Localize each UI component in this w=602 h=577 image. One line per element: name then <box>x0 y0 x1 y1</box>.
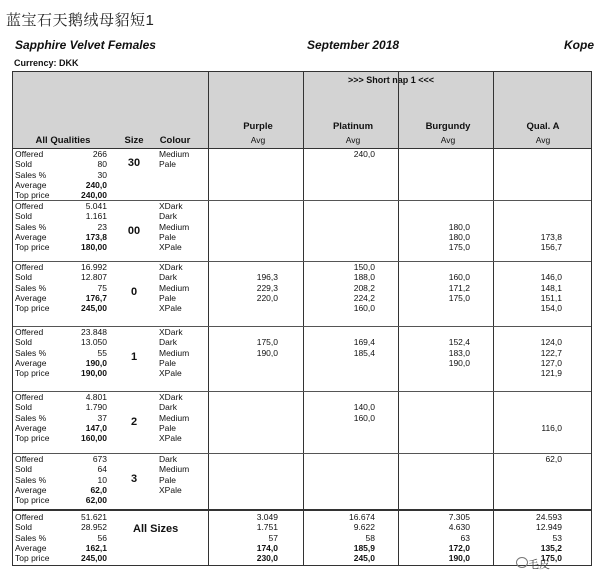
quala-avg-value: 53 <box>552 532 562 543</box>
colour-label: Medium <box>159 282 190 293</box>
stat-value: 266 <box>92 149 107 159</box>
stat-label: Average <box>15 357 47 368</box>
report-title: Sapphire Velvet Females <box>15 38 156 52</box>
stat-label: Top price <box>15 368 50 379</box>
stat-label: Top price <box>15 190 50 201</box>
burgundy-avg-value: 180,0 <box>448 221 470 232</box>
colour-label: XDark <box>159 201 183 211</box>
stat-value: 12.807 <box>81 272 107 283</box>
report-location: Kope <box>564 38 594 52</box>
stat-label: Sales % <box>15 474 47 485</box>
quala-avg-value: 24.593 <box>536 512 562 522</box>
row-divider <box>13 391 591 392</box>
stat-label: Sold <box>15 464 33 475</box>
stat-label: Sold <box>15 522 33 533</box>
colour-label: Pale <box>159 159 177 170</box>
watermark: 毛皮 <box>528 559 550 571</box>
quala-avg-value: 148,1 <box>540 282 562 293</box>
stat-value: 62,00 <box>85 495 107 506</box>
col-burgundy: Burgundy <box>425 121 471 132</box>
stat-label: Sold <box>15 402 33 413</box>
platinum-avg-value: 185,4 <box>353 347 375 358</box>
stat-label: Offered <box>15 262 44 272</box>
auction-results-table <box>12 71 592 566</box>
col-purple-avg: Avg <box>250 135 266 145</box>
burgundy-avg-value: 63 <box>460 532 470 543</box>
stat-label: Top price <box>15 495 50 506</box>
quala-avg-value: 135,2 <box>540 542 562 553</box>
colour-label: XPale <box>159 484 182 495</box>
burgundy-avg-value: 175,0 <box>448 292 470 303</box>
colour-label: Medium <box>159 412 190 423</box>
stat-value: 16.992 <box>81 262 107 272</box>
burgundy-avg-value: 190,0 <box>448 553 470 564</box>
platinum-avg-value: 240,0 <box>353 149 375 159</box>
platinum-avg-value: 16.674 <box>349 512 375 522</box>
colour-label: Medium <box>159 464 190 475</box>
colour-label: Dark <box>159 454 177 464</box>
section-title: >>> Short nap 1 <<< <box>348 75 435 85</box>
platinum-avg-value: 185,9 <box>353 542 375 553</box>
platinum-avg-value: 224,2 <box>353 292 375 303</box>
burgundy-avg-value: 7.305 <box>448 512 470 522</box>
platinum-avg-value: 169,4 <box>353 337 375 348</box>
colour-label: Medium <box>159 149 190 159</box>
colour-label: Pale <box>159 357 177 368</box>
col-burgundy-avg: Avg <box>440 135 456 145</box>
stat-label: Sold <box>15 272 33 283</box>
stat-value: 190,00 <box>81 368 107 379</box>
stat-value: 245,00 <box>81 303 107 314</box>
stat-label: Offered <box>15 149 44 159</box>
stat-value: 64 <box>97 464 107 475</box>
size-value: 1 <box>130 350 138 363</box>
stat-value: 62,0 <box>90 484 107 495</box>
stat-value: 13.050 <box>81 337 107 348</box>
col-colour: Colour <box>159 135 191 146</box>
burgundy-avg-value: 4.630 <box>448 522 470 533</box>
platinum-avg-value: 9.622 <box>353 522 375 533</box>
stat-label: Sold <box>15 159 33 170</box>
colour-label: XPale <box>159 368 182 379</box>
colour-label: XDark <box>159 327 183 337</box>
colour-label: Pale <box>159 231 177 242</box>
col-qual-a-avg: Avg <box>535 135 551 145</box>
colour-label: Dark <box>159 402 177 413</box>
stat-label: Average <box>15 422 47 433</box>
quala-avg-value: 175,0 <box>540 553 562 564</box>
platinum-avg-value: 245,0 <box>353 553 375 564</box>
stat-label: Offered <box>15 392 44 402</box>
stat-value: 10 <box>97 474 107 485</box>
platinum-avg-value: 140,0 <box>353 402 375 413</box>
platinum-avg-value: 160,0 <box>353 412 375 423</box>
stat-label: Average <box>15 484 47 495</box>
stat-value: 23.848 <box>81 327 107 337</box>
stat-value: 1.790 <box>85 402 107 413</box>
size-value: 3 <box>130 472 138 485</box>
size-value: 30 <box>127 157 141 170</box>
currency-label: Currency: DKK <box>14 58 79 68</box>
stat-value: 28.952 <box>81 522 107 533</box>
quala-avg-value: 154,0 <box>540 303 562 314</box>
quala-avg-value: 156,7 <box>540 242 562 253</box>
col-qual-a: Qual. A <box>526 121 560 132</box>
quala-avg-value: 146,0 <box>540 272 562 283</box>
platinum-avg-value: 150,0 <box>353 262 375 272</box>
stat-value: 30 <box>97 169 107 180</box>
stat-value: 75 <box>97 282 107 293</box>
stat-label: Offered <box>15 512 44 522</box>
size-value: 2 <box>130 415 138 428</box>
colour-label: Dark <box>159 272 177 283</box>
purple-avg-value: 190,0 <box>256 347 278 358</box>
purple-avg-value: 57 <box>268 532 278 543</box>
stat-label: Average <box>15 179 47 190</box>
colour-label: XDark <box>159 262 183 272</box>
stat-label: Top price <box>15 303 50 314</box>
quala-avg-value: 173,8 <box>540 231 562 242</box>
colour-label: Dark <box>159 337 177 348</box>
platinum-avg-value: 58 <box>365 532 375 543</box>
row-divider <box>13 261 591 262</box>
platinum-avg-value: 160,0 <box>353 303 375 314</box>
stat-value: 673 <box>92 454 107 464</box>
stat-value: 56 <box>97 532 107 543</box>
quala-avg-value: 122,7 <box>540 347 562 358</box>
platinum-avg-value: 188,0 <box>353 272 375 283</box>
stat-value: 55 <box>97 347 107 358</box>
quala-avg-value: 121,9 <box>540 368 562 379</box>
quala-avg-value: 127,0 <box>540 357 562 368</box>
platinum-avg-value: 208,2 <box>353 282 375 293</box>
col-platinum-avg: Avg <box>345 135 361 145</box>
stat-label: Sales % <box>15 347 47 358</box>
stat-value: 147,0 <box>85 422 107 433</box>
col-purple: Purple <box>243 121 273 132</box>
colour-label: Medium <box>159 347 190 358</box>
stat-label: Sales % <box>15 412 47 423</box>
col-size: Size <box>124 135 144 146</box>
colour-label: XPale <box>159 303 182 314</box>
colour-label: XPale <box>159 433 182 444</box>
stat-value: 37 <box>97 412 107 423</box>
stat-value: 245,00 <box>81 553 107 564</box>
stat-label: Offered <box>15 454 44 464</box>
stat-value: 190,0 <box>85 357 107 368</box>
stat-value: 173,8 <box>85 231 107 242</box>
report-date: September 2018 <box>307 38 400 52</box>
colour-label: Medium <box>159 221 190 232</box>
stat-label: Sales % <box>15 532 47 543</box>
purple-avg-value: 196,3 <box>256 272 278 283</box>
stat-value: 180,00 <box>81 242 107 253</box>
purple-avg-value: 1.751 <box>256 522 278 533</box>
colour-label: Dark <box>159 211 177 222</box>
stat-value: 51.621 <box>81 512 107 522</box>
row-divider <box>13 200 591 201</box>
colour-label: XDark <box>159 392 183 402</box>
colour-label: XPale <box>159 242 182 253</box>
stat-label: Sales % <box>15 282 47 293</box>
size-value: 00 <box>127 224 141 237</box>
stat-value: 176,7 <box>85 292 107 303</box>
stat-label: Sales % <box>15 221 47 232</box>
stat-value: 160,00 <box>81 433 107 444</box>
stat-label: Average <box>15 231 47 242</box>
image-caption: 蓝宝石天鹅绒母貂短1 <box>6 12 155 29</box>
stat-label: Average <box>15 542 47 553</box>
col-divider <box>303 72 304 565</box>
stat-label: Sold <box>15 211 33 222</box>
quala-avg-value: 151,1 <box>540 292 562 303</box>
colour-label: Pale <box>159 422 177 433</box>
quala-avg-value: 124,0 <box>540 337 562 348</box>
stat-label: Top price <box>15 433 50 444</box>
col-platinum: Platinum <box>332 121 374 132</box>
burgundy-avg-value: 172,0 <box>448 542 470 553</box>
stat-value: 240,00 <box>81 190 107 201</box>
purple-avg-value: 3.049 <box>256 512 278 522</box>
burgundy-avg-value: 180,0 <box>448 231 470 242</box>
burgundy-avg-value: 160,0 <box>448 272 470 283</box>
row-divider <box>13 453 591 454</box>
burgundy-avg-value: 190,0 <box>448 357 470 368</box>
col-divider <box>398 72 399 565</box>
stat-label: Top price <box>15 242 50 253</box>
col-all-qualities: All Qualities <box>35 135 91 146</box>
row-divider <box>13 326 591 327</box>
purple-avg-value: 175,0 <box>256 337 278 348</box>
chat-bubble-icon <box>516 557 528 568</box>
colour-label: Pale <box>159 474 177 485</box>
burgundy-avg-value: 171,2 <box>448 282 470 293</box>
all-sizes-label: All Sizes <box>133 523 179 535</box>
burgundy-avg-value: 183,0 <box>448 347 470 358</box>
stat-label: Sales % <box>15 169 47 180</box>
quala-avg-value: 62,0 <box>545 454 562 464</box>
stat-value: 162,1 <box>85 542 107 553</box>
stat-label: Average <box>15 292 47 303</box>
totals-divider <box>13 509 591 511</box>
stat-label: Offered <box>15 201 44 211</box>
purple-avg-value: 220,0 <box>256 292 278 303</box>
stat-value: 5.041 <box>85 201 107 211</box>
stat-label: Sold <box>15 337 33 348</box>
size-value: 0 <box>130 285 138 298</box>
stat-label: Offered <box>15 327 44 337</box>
stat-value: 4.801 <box>85 392 107 402</box>
burgundy-avg-value: 152,4 <box>448 337 470 348</box>
purple-avg-value: 230,0 <box>256 553 278 564</box>
stat-label: Top price <box>15 553 50 564</box>
colour-label: Pale <box>159 292 177 303</box>
burgundy-avg-value: 175,0 <box>448 242 470 253</box>
col-divider <box>493 72 494 565</box>
stat-value: 1.161 <box>85 211 107 222</box>
quala-avg-value: 116,0 <box>541 422 562 433</box>
purple-avg-value: 174,0 <box>256 542 278 553</box>
purple-avg-value: 229,3 <box>256 282 278 293</box>
stat-value: 80 <box>97 159 107 170</box>
col-divider <box>208 72 209 565</box>
stat-value: 240,0 <box>85 179 107 190</box>
quala-avg-value: 12.949 <box>536 522 562 533</box>
stat-value: 23 <box>97 221 107 232</box>
